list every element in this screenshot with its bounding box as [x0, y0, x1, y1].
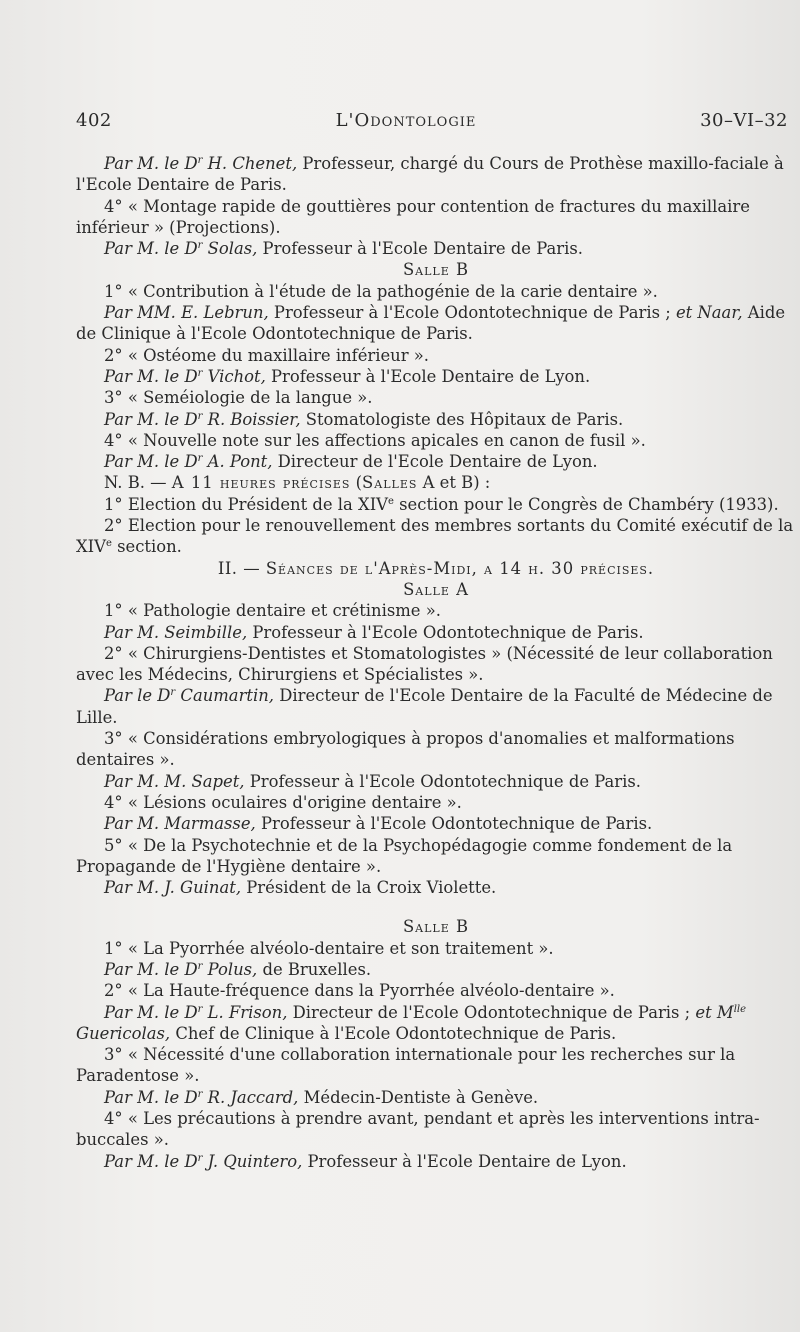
- paper-title: 4° « Les précautions à prendre avant, pendant et après les interventions intra-buccales ».: [76, 1109, 760, 1150]
- speaker-line: Par le $D^r$ Caumartin, Directeur de l'Ecole Dentaire de la Faculté de Médecine de Lille.: [76, 686, 773, 727]
- speaker-line: Par M. le $D^r$ J. Quintero, Professeur à l'Ecole Dentaire de Lyon.: [104, 1151, 627, 1171]
- agenda-item: 2° Election pour le renouvellement des membres sortants du Comité exécutif de la XIVe section.: [76, 516, 794, 557]
- speaker-line: Par M. le $D^r$ L. Frison, Directeur de l'Ecole Odontotechnique de Paris ; et $M^{lle}$ Guericolas, Chef de Clinique à l'Ecole Odontotechnique de Paris.: [76, 1002, 747, 1043]
- speaker-line: Par M. le $D^r$ R. Boissier, Stomatologiste des Hôpitaux de Paris.: [104, 409, 624, 429]
- paper-title: 4° « Nouvelle note sur les affections apicales en canon de fusil ».: [104, 430, 646, 450]
- speaker-line: Par M. le $D^r$ Polus, de Bruxelles.: [104, 959, 372, 979]
- speaker-line: Par M. le $D^r$ Solas, Professeur à l'Ecole Dentaire de Paris.: [104, 239, 583, 259]
- paper-title: 4° « Lésions oculaires d'origine dentaire ».: [104, 792, 462, 812]
- speaker-line: Par MM. E. Lebrun, Professeur à l'Ecole Odontotechnique de Paris ; et Naar, Aide de Clinique à l'Ecole Odontotechnique de Paris.: [76, 303, 786, 344]
- paper-title: 3° « Considérations embryologiques à propos d'anomalies et malformations dentaires ».: [76, 729, 735, 770]
- room-heading: Salle A: [403, 579, 469, 599]
- header-date: 30–VI–32: [700, 110, 788, 131]
- paper-title: 4° « Montage rapide de gouttières pour contention de fractures du maxillaire inférieur » (Projections).: [76, 196, 750, 237]
- paper-title: 2° « Chirurgiens-Dentistes et Stomatologistes » (Nécessité de leur collaboration avec les Médecins, Chirurgiens et Spécialistes ».: [76, 643, 773, 685]
- room-heading: Salle B: [402, 917, 470, 937]
- speaker-line: Par M. le $D^r$ A. Pont, Directeur de l'Ecole Dentaire de Lyon.: [104, 452, 598, 472]
- paper-title: 2° « La Haute-fréquence dans la Pyorrhée alvéolo-dentaire ».: [104, 981, 615, 1001]
- running-title: L'Odontologie: [335, 110, 477, 131]
- paper-title: 1° « La Pyorrhée alvéolo-dentaire et son traitement ».: [104, 938, 554, 958]
- speaker-line: Par M. M. Sapet, Professeur à l'Ecole Odontotechnique de Paris.: [104, 771, 641, 791]
- speaker-line: Par M. le $D^r$ R. Jaccard, Médecin-Dentiste à Genève.: [104, 1087, 539, 1107]
- agenda-item: 1° Election du Président de la XIVe section pour le Congrès de Chambéry (1933).: [104, 494, 779, 514]
- paper-title: 5° « De la Psychotechnie et de la Psychopédagogie comme fondement de la Propagande de l'Hygiène dentaire ».: [76, 835, 733, 876]
- paper-title: 3° « Seméiologie de la langue ».: [104, 388, 373, 408]
- speaker-line: Par M. le $D^r$ Vichot, Professeur à l'Ecole Dentaire de Lyon.: [104, 366, 591, 386]
- paper-title: 3° « Nécessité d'une collaboration internationale pour les recherches sur la Paradentose ».: [76, 1045, 736, 1086]
- paper-title: 1° « Pathologie dentaire et crétinisme ».: [104, 601, 441, 621]
- paper-title: 2° « Ostéome du maxillaire inférieur ».: [104, 345, 430, 365]
- room-heading: Salle B: [402, 260, 470, 280]
- page-body: [76, 153, 796, 1172]
- speaker-line: Par M. Seimbille, Professeur à l'Ecole Odontotechnique de Paris.: [104, 622, 644, 642]
- section-heading: II. — Séances de l'Après-Midi, a 14 h. 30 précises.: [217, 558, 655, 578]
- paper-title: 1° « Contribution à l'étude de la pathogénie de la carie dentaire ».: [104, 281, 658, 301]
- speaker-line: Par M. Marmasse, Professeur à l'Ecole Odontotechnique de Paris.: [104, 814, 653, 834]
- running-header: [76, 110, 788, 131]
- note-line: N. B. — A 11 heures précises (Salles A et B) :: [104, 473, 491, 493]
- speaker-line: Par M. J. Guinat, Président de la Croix Violette.: [104, 878, 497, 898]
- page-number: 402: [76, 110, 112, 131]
- speaker-line: Par M. le $D^r$ H. Chenet, Professeur, chargé du Cours de Prothèse maxillo-faciale à l'Ecole Dentaire de Paris.: [76, 154, 784, 195]
